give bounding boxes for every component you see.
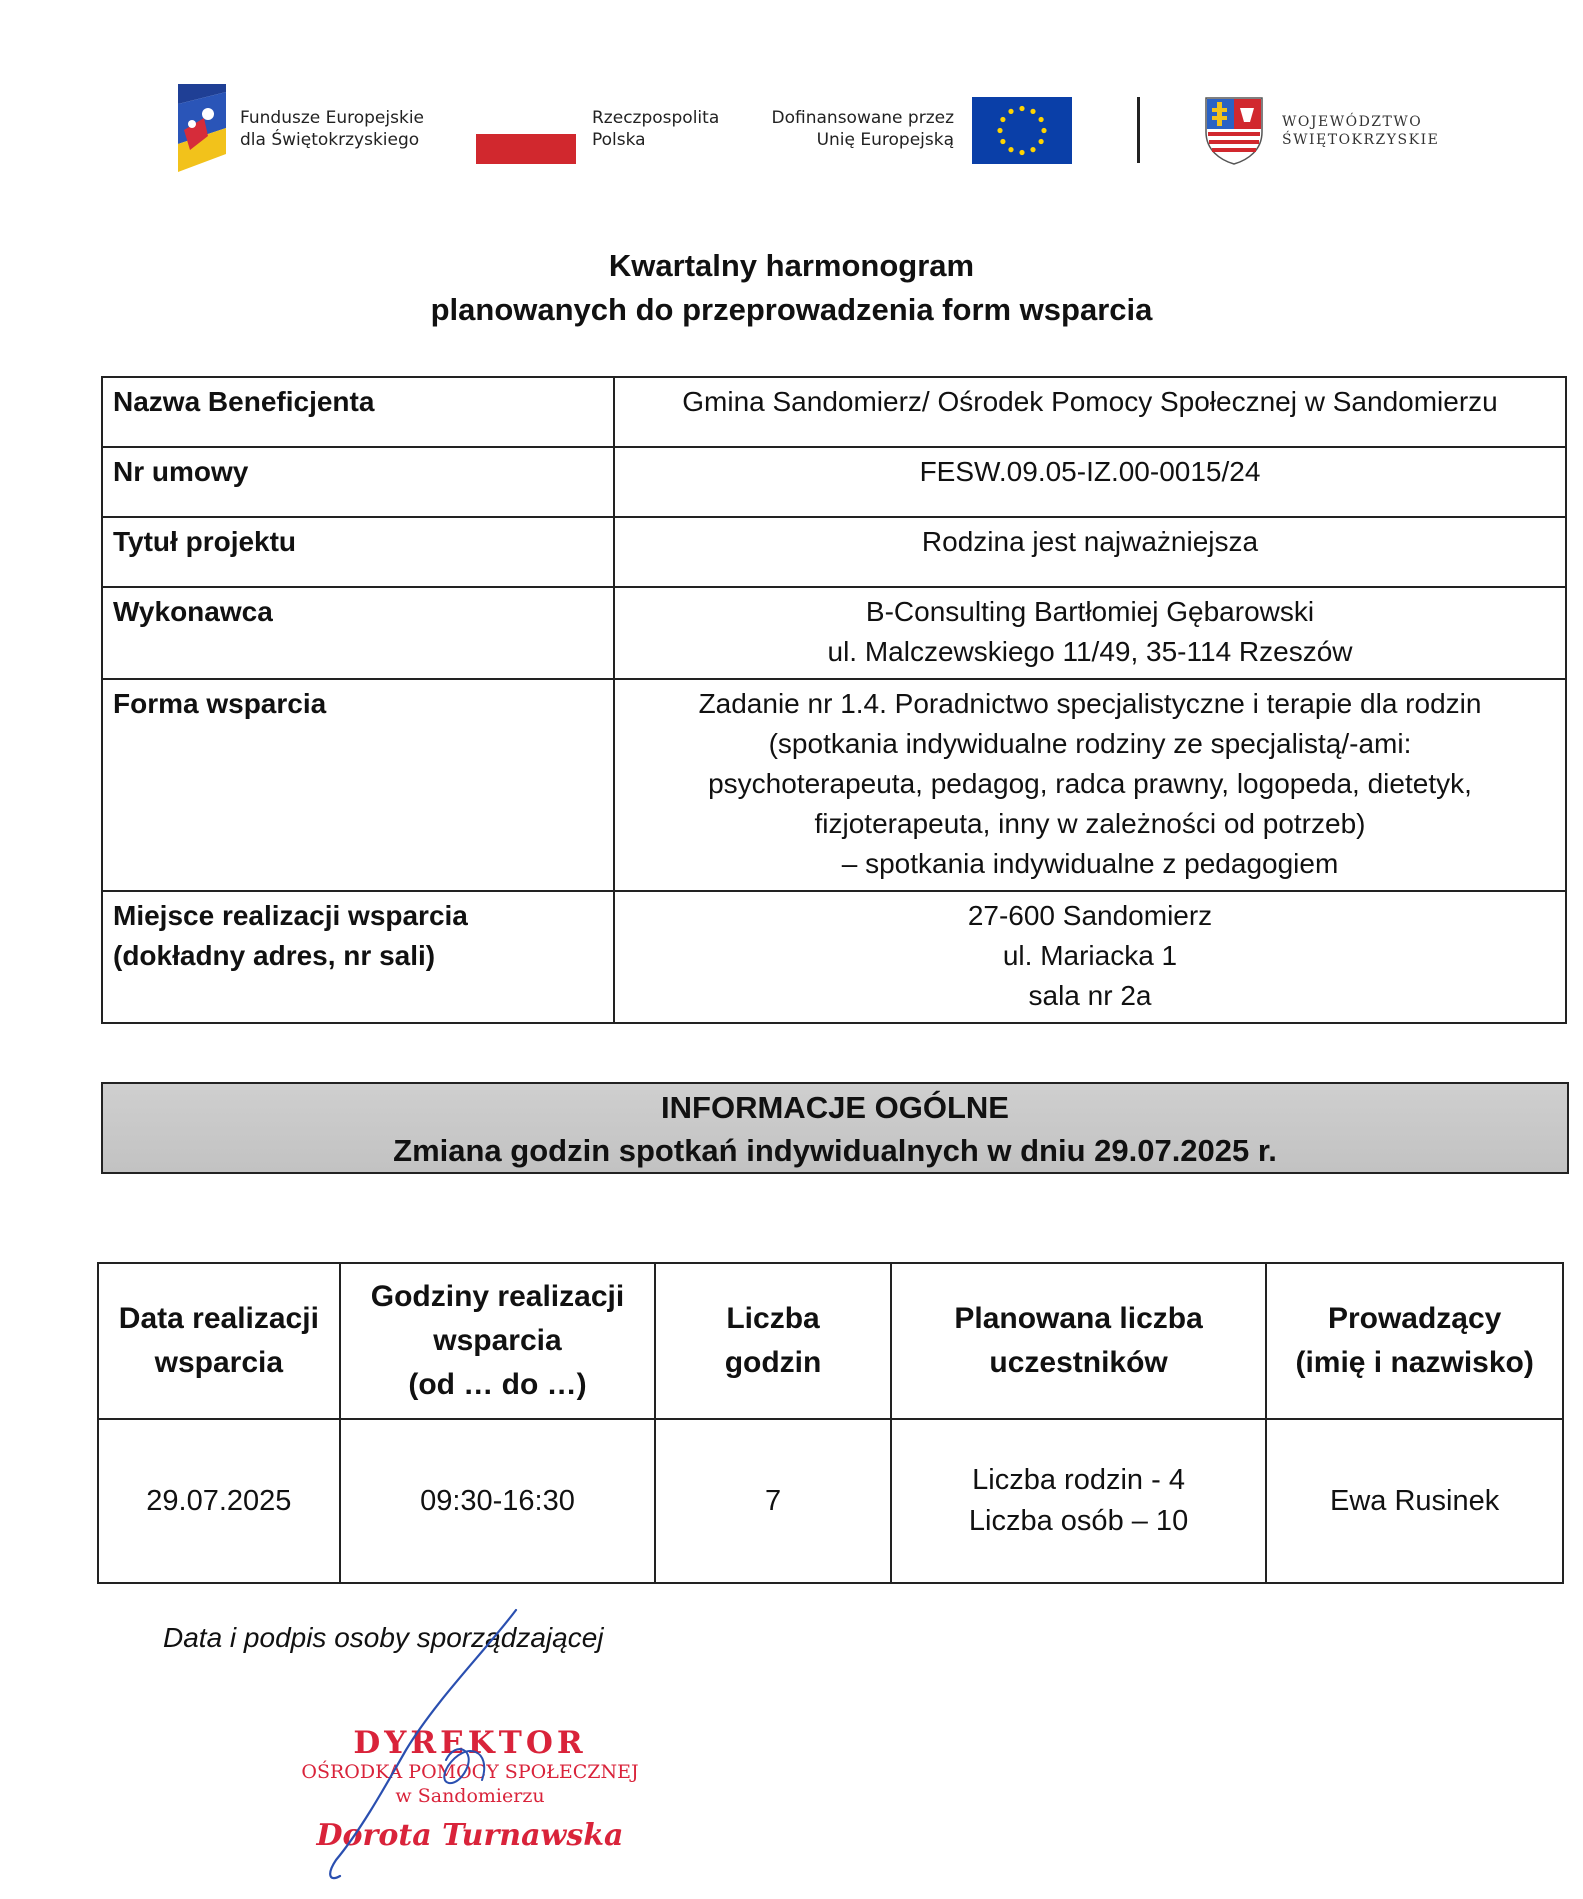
schedule-cell-value: 29.07.2025 [146,1484,292,1517]
info-value: ul. Mariacka 1 [1002,940,1178,971]
info-value: (spotkania indywidualne rodziny ze specjalistą/-ami: [768,728,1412,759]
region-logo-text [1282,113,1439,149]
logo-bar [0,0,1583,180]
info-value: – spotkania indywidualne z pedagogiem [841,848,1339,879]
info-value: sala nr 2a [1028,980,1152,1011]
schedule-header-label: godzin [724,1346,822,1379]
rp-logo-text [592,107,719,151]
info-label-cell [102,377,614,447]
info-label-cell [102,447,614,517]
schedule-cell [655,1419,891,1583]
info-value-cell [614,377,1566,447]
table-row [102,891,1566,1023]
eu-star-icon [1008,147,1013,152]
schedule-cell [98,1419,340,1583]
schedule-header-label: (imię i nazwisko) [1295,1346,1534,1379]
info-value: 27-600 Sandomierz [967,900,1213,931]
info-label: Tytuł projektu [113,526,297,557]
eu-star-icon [1000,117,1005,122]
eu-logo-line1: Dofinansowane przez [771,108,954,128]
info-value: Rodzina jest najważniejsza [921,526,1259,557]
eu-logo-text [740,107,954,151]
region-logo-line2: ŚWIĘTOKRZYSKIE [1282,132,1440,148]
info-value: FESW.09.05-IZ.00-0015/24 [919,456,1261,487]
info-label: Forma wsparcia [113,688,327,719]
general-info-notice: Zmiana godzin spotkań indywidualnych w dniu 29.07.2025 r. [393,1133,1277,1168]
page-title-line2: planowanych do przeprowadzenia form wsparcia [430,292,1153,327]
eu-star-icon [1041,128,1046,133]
stamp-line2: OŚRODKA POMOCY SPOŁECZNEJ [301,1761,639,1783]
info-value-cell [614,679,1566,891]
table-row [102,447,1566,517]
stamp-line3: w Sandomierzu [395,1785,545,1807]
schedule-cell-value: Liczba rodzin - 4 [972,1464,1185,1496]
schedule-header-label: Liczba [726,1302,820,1335]
page-title [0,244,1583,332]
eu-logo-line2: Unię Europejską [816,130,954,150]
eu-star-icon [997,128,1002,133]
handwritten-signature [316,1590,636,1890]
info-value: ul. Malczewskiego 11/49, 35-114 Rzeszów [827,636,1353,667]
schedule-table [97,1262,1564,1584]
eu-star-icon [1039,117,1044,122]
schedule-header-cell [340,1263,655,1419]
schedule-header-label: (od … do …) [408,1368,587,1401]
info-label: Nr umowy [113,456,249,487]
fe-logo-line1: Fundusze Europejskie [240,108,424,128]
eu-star-icon [1039,139,1044,144]
project-info-table [101,376,1567,1024]
schedule-cell [340,1419,655,1583]
schedule-header-label: Data realizacji [118,1302,319,1335]
info-label-cell [102,679,614,891]
eu-star-icon [1008,109,1013,114]
info-value: psychoterapeuta, pedagog, radca prawny, logopeda, dietetyk, [708,768,1472,799]
stamp-line4: Dorota Turnawska [316,1818,624,1853]
info-label: Wykonawca [113,596,273,627]
rp-logo-line2: Polska [592,130,646,150]
schedule-header-cell [655,1263,891,1419]
schedule-header-cell [1266,1263,1563,1419]
eu-star-icon [1019,106,1024,111]
signature-caption: Data i podpis osoby sporządzającej [163,1622,604,1653]
schedule-cell-value: 7 [764,1484,782,1517]
info-value: Gmina Sandomierz/ Ośrodek Pomocy Społecznej w Sandomierzu [682,386,1498,417]
schedule-header-cell [891,1263,1266,1419]
polish-flag-icon [476,104,576,164]
eu-star-icon [1030,147,1035,152]
info-value: Zadanie nr 1.4. Poradnictwo specjalistyczne i terapie dla rodzin [698,688,1482,719]
stamp-line1: DYREKTOR [353,1725,587,1761]
table-row [102,377,1566,447]
page-title-line1: Kwartalny harmonogram [608,248,975,283]
eu-star-icon [1030,109,1035,114]
general-info-box [101,1082,1569,1174]
schedule-cell-value: Ewa Rusinek [1330,1484,1500,1517]
info-value-cell [614,517,1566,587]
info-value-cell [614,891,1566,1023]
eu-flag-icon [972,97,1072,164]
schedule-header-label: wsparcia [154,1346,284,1379]
schedule-header-label: Planowana liczba [954,1302,1203,1335]
table-row [102,517,1566,587]
schedule-header-label: Prowadzący [1327,1302,1502,1335]
schedule-cell [1266,1419,1563,1583]
schedule-cell [891,1419,1266,1583]
schedule-header-row [98,1263,1563,1419]
info-label: Nazwa Beneficjenta [113,386,375,417]
region-logo-line1: WOJEWÓDZTWO [1282,114,1423,130]
table-row [98,1419,1563,1583]
info-label-cell [102,517,614,587]
eu-star-icon [1019,150,1024,155]
info-label-cell [102,891,614,1023]
logo-separator [1137,97,1140,163]
schedule-header-label: uczestników [989,1346,1168,1379]
info-label: Miejsce realizacji wsparcia [113,900,468,931]
schedule-header-label: Godziny realizacji [370,1280,625,1313]
schedule-cell-value: Liczba osób – 10 [968,1505,1189,1537]
schedule-cell-value: 09:30-16:30 [420,1484,575,1517]
fe-logo-text [240,107,424,151]
info-value-cell [614,447,1566,517]
info-value-cell [614,587,1566,679]
schedule-header-label: wsparcia [433,1324,562,1357]
table-row [102,679,1566,891]
fe-logo-icon [178,84,226,172]
info-value: B-Consulting Bartłomiej Gębarowski [865,596,1315,627]
info-label: (dokładny adres, nr sali) [113,940,436,971]
rp-logo-line1: Rzeczpospolita [592,108,720,128]
fe-logo-line2: dla Świętokrzyskiego [240,130,420,150]
coat-of-arms-icon [1204,96,1264,166]
schedule-header-cell [98,1263,340,1419]
table-row [102,587,1566,679]
info-label-cell [102,587,614,679]
info-value: fizjoterapeuta, inny w zależności od potrzeb) [814,808,1366,839]
general-info-heading: INFORMACJE OGÓLNE [661,1090,1009,1125]
eu-star-icon [1000,139,1005,144]
